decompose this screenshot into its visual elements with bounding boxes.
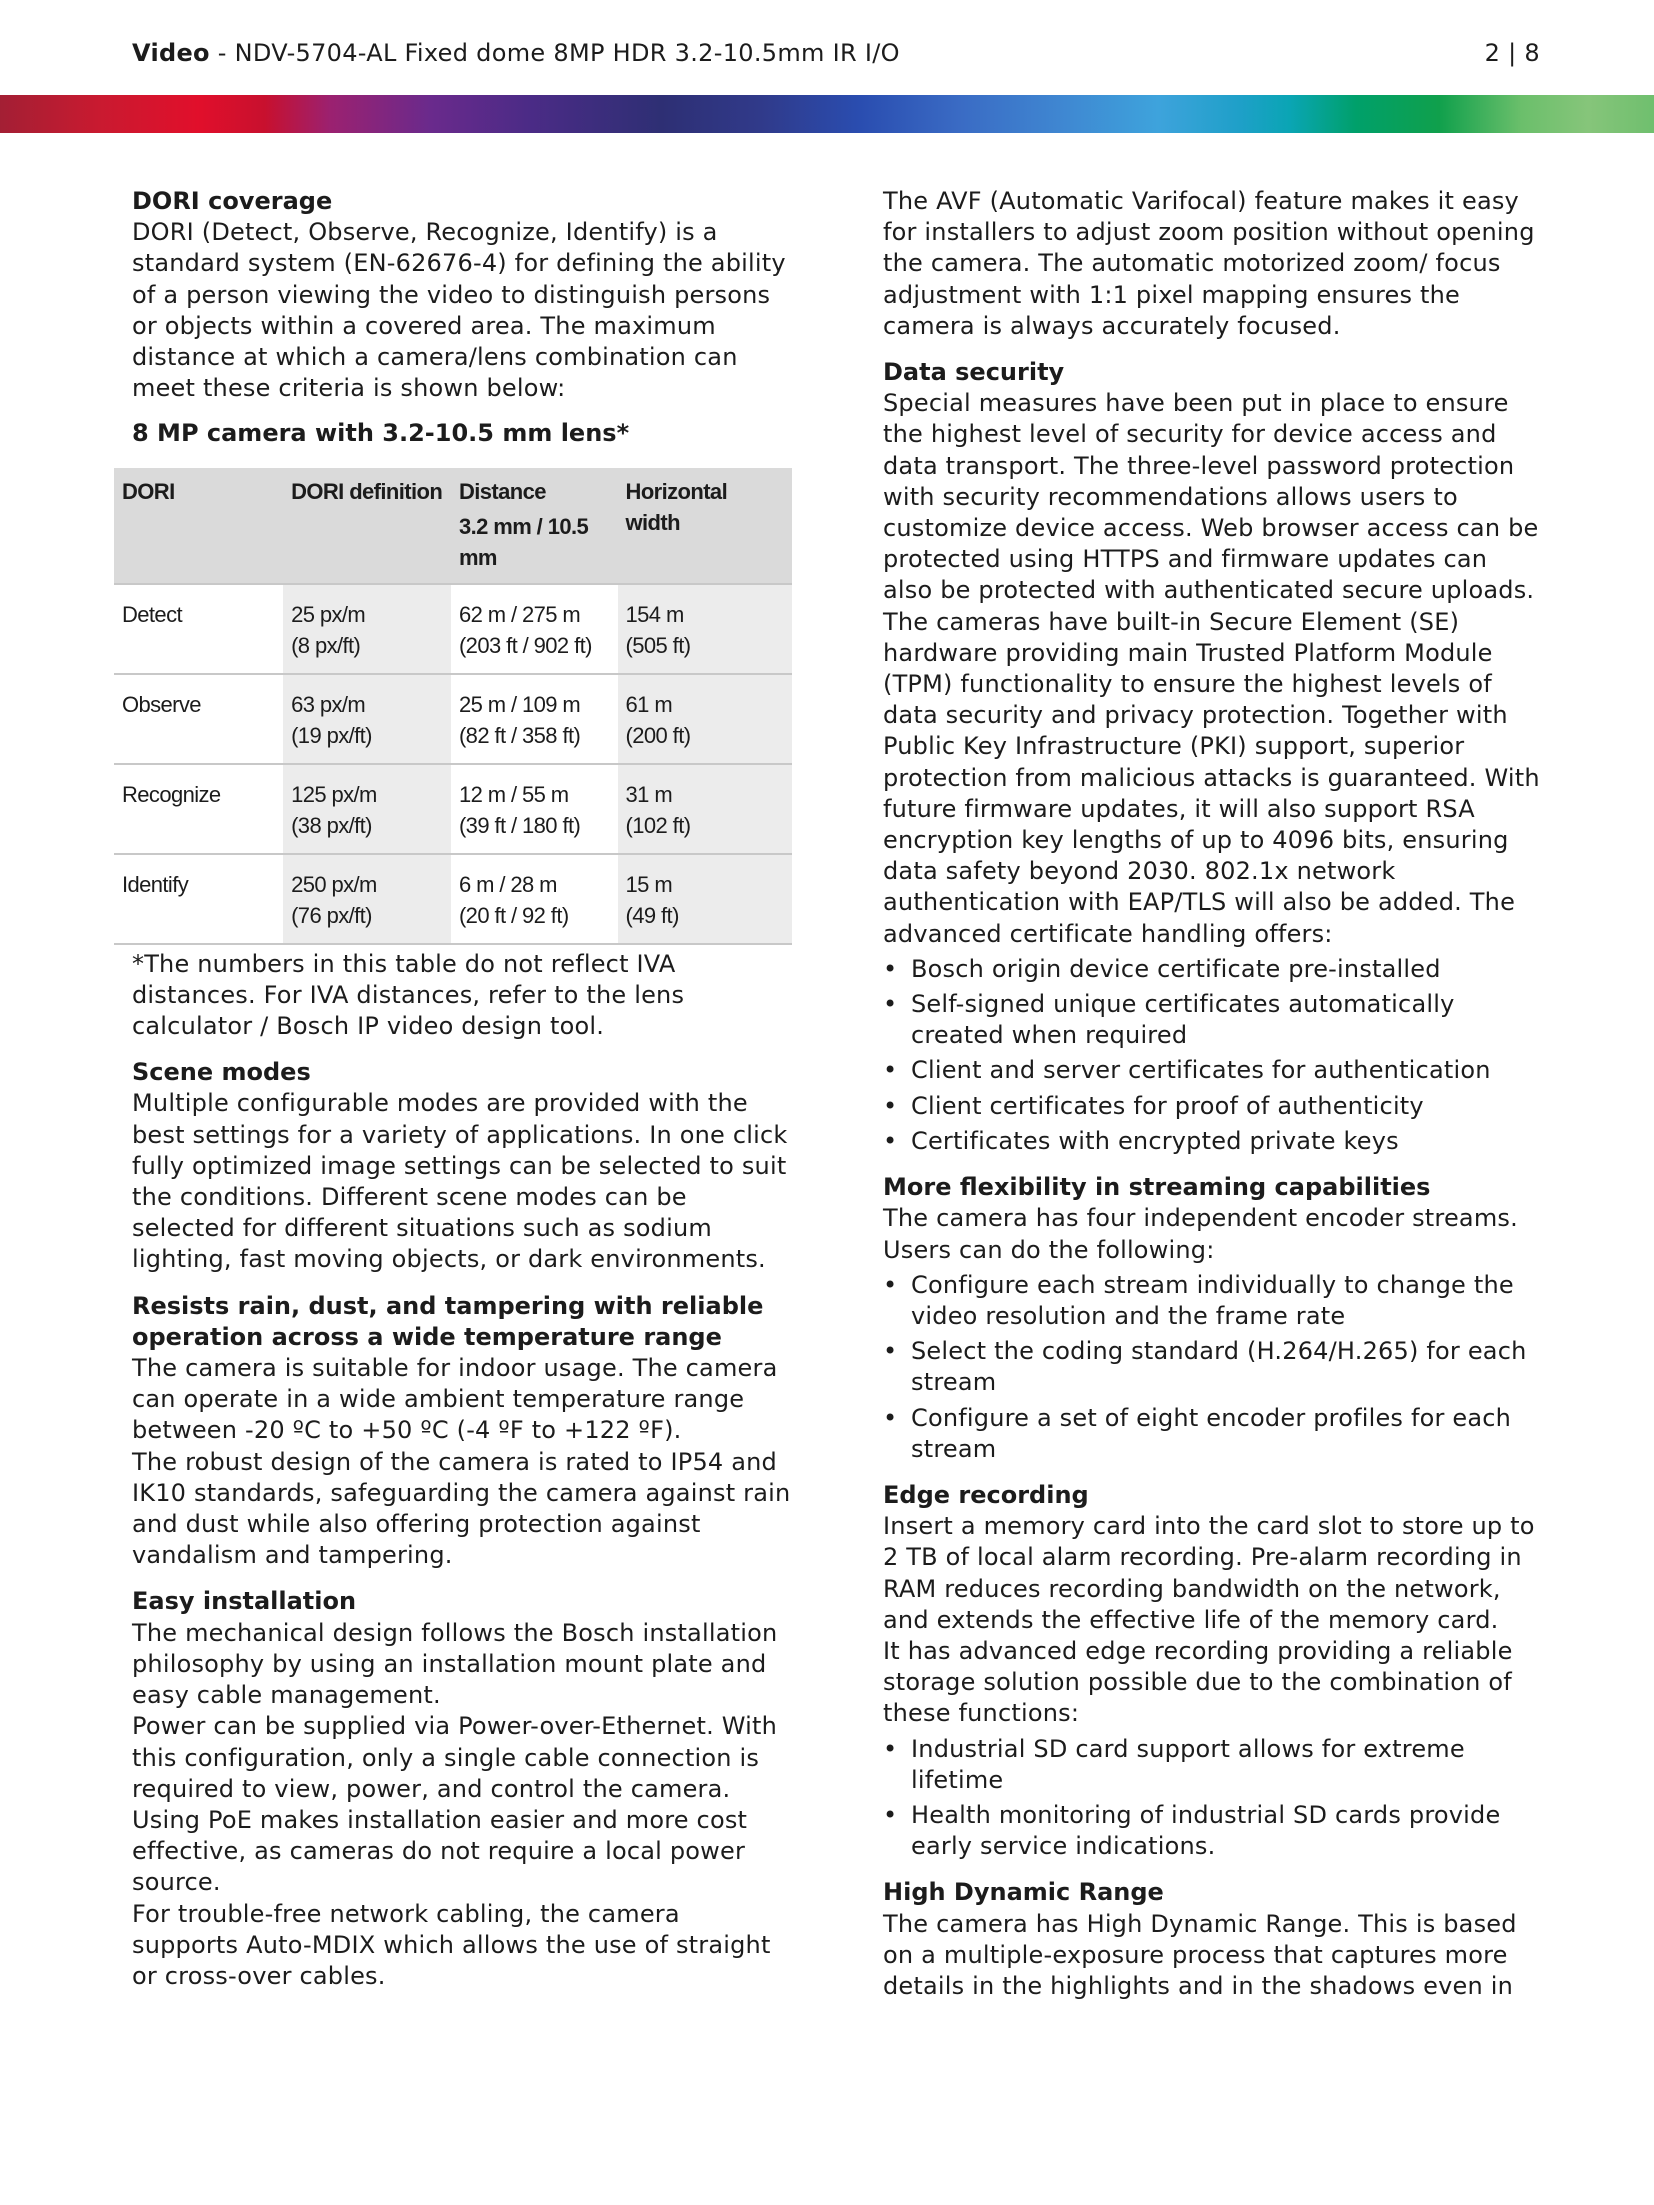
dori-table	[114, 468, 792, 945]
hdr-heading: High Dynamic Range	[883, 1878, 1164, 1907]
table-cell-definition: 125 px/m (38 px/ft)	[283, 764, 451, 854]
table-row	[114, 854, 792, 944]
table-row	[114, 674, 792, 764]
list-item: • Configure a set of eight encoder profiles for each stream	[883, 1403, 1512, 1463]
table-cell-distance: 25 m / 109 m (82 ft / 358 ft)	[451, 674, 618, 764]
easy-installation-text-2: Power can be supplied via Power-over-Ethernet. With this configuration, only a single cable connection is required to view, power, and control the camera. Using PoE makes installation easier and more cost effective, as cameras do not require a local power source.	[132, 1712, 778, 1897]
edge-recording-list	[883, 1734, 1543, 1863]
dori-text: DORI (Detect, Observe, Recognize, Identify) is a standard system (EN-62676-4) for defining the ability of a person viewing the video to distinguish persons or objects within a covered area. The maximum distance at which a camera/lens combination can meet these criteria is shown below:	[132, 218, 786, 403]
table-caption: 8 MP camera with 3.2-10.5 mm lens*	[132, 419, 630, 448]
table-header-distance	[451, 468, 618, 584]
list-item: • Bosch origin device certificate pre-installed	[883, 954, 1441, 983]
avf-text: The AVF (Automatic Varifocal) feature makes it easy for installers to adjust zoom position without opening the camera. The automatic motorized zoom/ focus adjustment with 1:1 pixel mapping ensures the camera is always accurately focused.	[883, 187, 1535, 340]
hdr-text: The camera has High Dynamic Range. This is based on a multiple-exposure process that captures more details in the highlights and in the shadows even in	[883, 1909, 1517, 2000]
list-item: • Self-signed unique certificates automatically created when required	[883, 990, 1455, 1050]
table-header-distance-sub: 3.2 mm / 10.5 mm	[458, 513, 589, 570]
header-section-label: Video	[132, 39, 210, 67]
list-item: • Certificates with encrypted private keys	[883, 1126, 1399, 1155]
brand-color-bar	[0, 95, 1654, 133]
table-row	[114, 764, 792, 854]
table-cell-width: 31 m (102 ft)	[618, 764, 792, 854]
table-header-width: Horizontal width	[618, 468, 792, 584]
header-title: - NDV-5704-AL Fixed dome 8MP HDR 3.2-10.5mm IR I/O	[209, 39, 900, 67]
data-security-text: Special measures have been put in place to ensure the highest level of security for device access and data transport. The three-level password protection with security recommendations allows users to customize device access. Web browser access can be protected using HTTPS and firmware updates can also be protected with authenticated secure uploads. The cameras have built-in Secure Element (SE) hardware providing main Trusted Platform Module (TPM) functionality to ensure the highest levels of data security and privacy protection. Together with Public Key Infrastructure (PKI) support, superior protection from malicious attacks is guaranteed. With future firmware updates, it will also support RSA encryption key lengths of up to 4096 bits, ensuring data safety beyond 2030. 802.1x network authentication with EAP/TLS will also be added. The advanced certificate handling offers:	[883, 389, 1540, 948]
table-cell-definition: 25 px/m (8 px/ft)	[283, 584, 451, 674]
table-cell-width: 15 m (49 ft)	[618, 854, 792, 944]
table-cell-distance: 6 m / 28 m (20 ft / 92 ft)	[451, 854, 618, 944]
list-item: • Client and server certificates for authentication	[883, 1056, 1491, 1085]
edge-recording-text-1: Insert a memory card into the card slot to store up to 2 TB of local alarm recording. Pre-alarm recording in RAM reduces recording bandwidth on the network, and extends the effective life of the memory card.	[883, 1512, 1535, 1634]
left-column	[122, 186, 792, 1992]
table-header-dori: DORI	[114, 468, 283, 584]
rain-dust-heading: Resists rain, dust, and tampering with reliable operation across a wide temperature range	[132, 1291, 764, 1351]
table-cell-dori: Detect	[114, 584, 283, 674]
table-cell-dori: Recognize	[114, 764, 283, 854]
edge-recording-text-2: It has advanced edge recording providing a reliable storage solution possible due to the combination of these functions:	[883, 1636, 1513, 1728]
easy-installation-text-3: For trouble-free network cabling, the camera supports Auto-MDIX which allows the use of straight or cross-over cables.	[132, 1899, 771, 1990]
streaming-list	[883, 1270, 1543, 1465]
page-number: 2 | 8	[1484, 39, 1540, 67]
table-cell-dori: Identify	[114, 854, 283, 944]
easy-installation-text-1: The mechanical design follows the Bosch installation philosophy by using an installation mount plate and easy cable management.	[132, 1618, 778, 1710]
rain-dust-text-1: The camera is suitable for indoor usage. The camera can operate in a wide ambient temperature range between -20 ºC to +50 ºC (-4 ºF to +122 ºF).	[132, 1354, 778, 1445]
right-column	[883, 186, 1543, 2002]
table-cell-definition: 63 px/m (19 px/ft)	[283, 674, 451, 764]
scene-modes-heading: Scene modes	[132, 1058, 311, 1087]
page-header	[132, 36, 1540, 70]
table-row	[114, 584, 792, 674]
streaming-text: The camera has four independent encoder streams. Users can do the following:	[883, 1204, 1518, 1264]
table-cell-width: 61 m (200 ft)	[618, 674, 792, 764]
table-footnote: *The numbers in this table do not reflect IVA distances. For IVA distances, refer to the lens calculator / Bosch IP video design tool.	[132, 949, 685, 1041]
streaming-heading: More flexibility in streaming capabilities	[883, 1173, 1431, 1202]
dori-heading: DORI coverage	[132, 187, 333, 215]
edge-recording-heading: Edge recording	[883, 1480, 1089, 1509]
list-item: • Select the coding standard (H.264/H.265) for each stream	[883, 1337, 1527, 1397]
list-item: • Industrial SD card support allows for extreme lifetime	[883, 1734, 1465, 1794]
table-cell-definition: 250 px/m (76 px/ft)	[283, 854, 451, 944]
list-item: • Configure each stream individually to change the video resolution and the frame rate	[883, 1270, 1514, 1330]
table-header-distance-label: Distance	[458, 478, 546, 504]
table-cell-width: 154 m (505 ft)	[618, 584, 792, 674]
data-security-list	[883, 954, 1543, 1157]
list-item: • Health monitoring of industrial SD cards provide early service indications.	[883, 1800, 1501, 1861]
data-security-heading: Data security	[883, 358, 1065, 387]
rain-dust-text-2: The robust design of the camera is rated to IP54 and IK10 standards, safeguarding the camera against rain and dust while also offering protection against vandalism and tampering.	[132, 1447, 791, 1570]
table-cell-distance: 62 m / 275 m (203 ft / 902 ft)	[451, 584, 618, 674]
table-header-definition: DORI definition	[283, 468, 451, 584]
table-cell-distance: 12 m / 55 m (39 ft / 180 ft)	[451, 764, 618, 854]
table-header-row	[114, 468, 792, 584]
list-item: • Client certificates for proof of authenticity	[883, 1091, 1424, 1120]
easy-installation-heading: Easy installation	[132, 1587, 357, 1616]
scene-modes-text: Multiple configurable modes are provided with the best settings for a variety of applications. In one click fully optimized image settings can be selected to suit the conditions. Different scene modes can be selected for different situations such as sodium lighting, fast moving objects, or dark environments.	[132, 1089, 788, 1274]
table-cell-dori: Observe	[114, 674, 283, 764]
